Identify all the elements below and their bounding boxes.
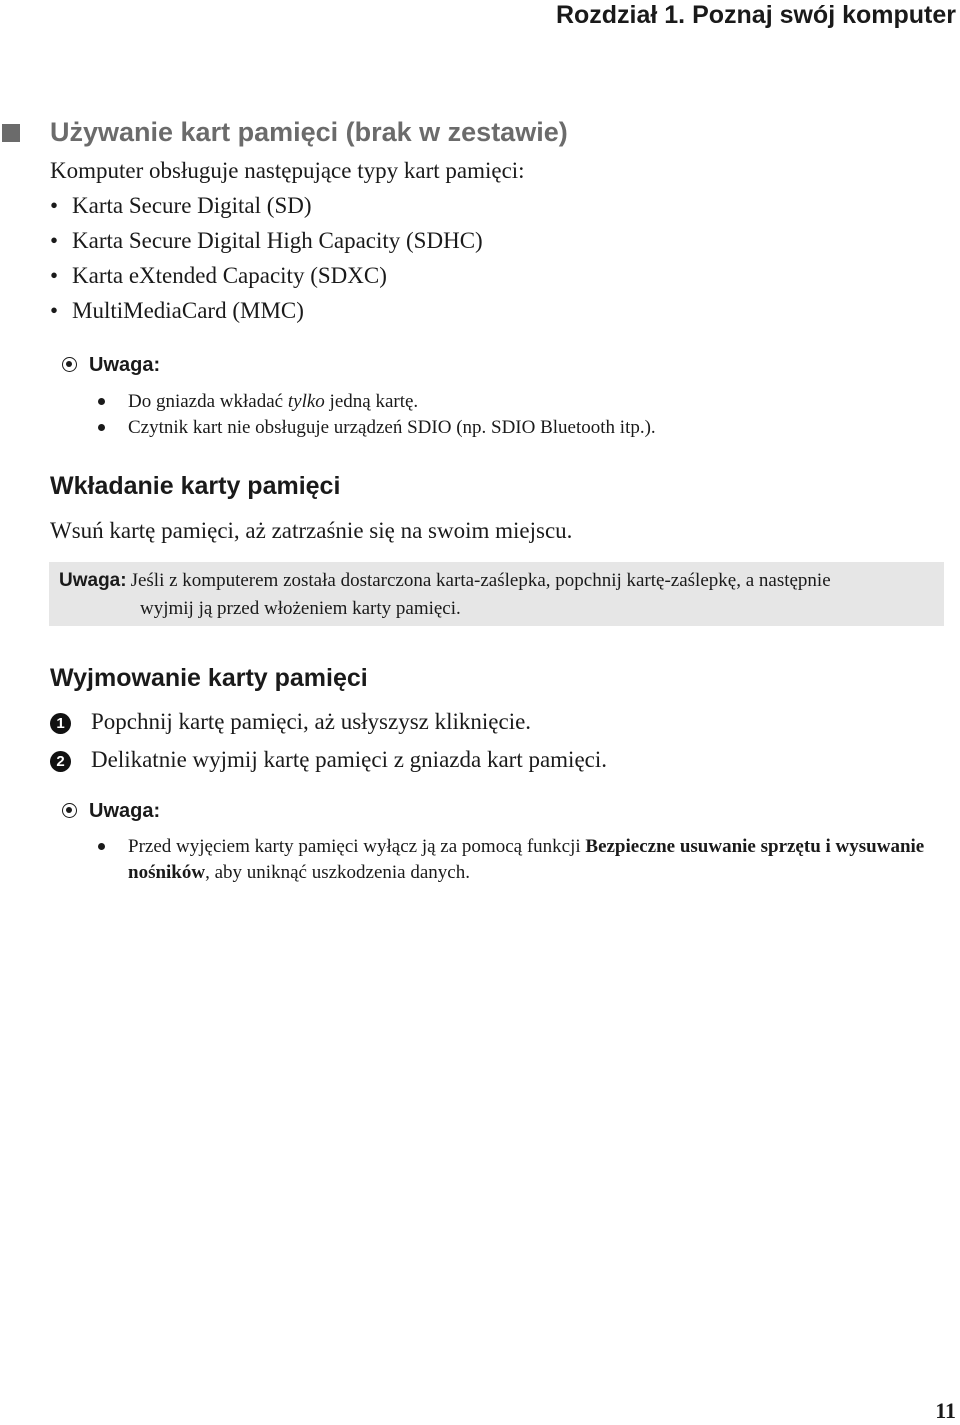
list-item bbox=[50, 296, 483, 331]
card-types-list bbox=[50, 191, 483, 331]
note-text: Jeśli z komputerem została dostarczona karta-zaślepka, popchnij kartę-zaślepkę, a następnie bbox=[130, 570, 831, 591]
note-text: jedną kartę. bbox=[324, 391, 419, 412]
note-label: Uwaga: bbox=[89, 800, 161, 822]
bullet-icon: • bbox=[50, 193, 59, 218]
bullet-icon: • bbox=[50, 228, 59, 253]
intro-text: Komputer obsługuje następujące typy kart pamięci: bbox=[50, 158, 525, 183]
note-list bbox=[96, 389, 656, 441]
note-icon bbox=[62, 357, 77, 372]
note-icon bbox=[62, 803, 77, 818]
list-item bbox=[50, 261, 483, 296]
note-text: Do gniazda wkładać bbox=[128, 391, 288, 412]
note-heading bbox=[62, 798, 160, 824]
note-label: Uwaga: bbox=[89, 354, 161, 376]
note-heading bbox=[62, 352, 160, 378]
card-type-label: Karta Secure Digital (SD) bbox=[72, 193, 312, 218]
list-item bbox=[96, 834, 930, 886]
list-item: Czytnik kart nie obsługuje urządzeń SDIO (np. SDIO Bluetooth itp.). bbox=[96, 415, 656, 441]
bullet-icon: • bbox=[50, 298, 59, 323]
bullet-icon: • bbox=[50, 263, 59, 288]
step-item bbox=[50, 706, 607, 744]
note-box bbox=[49, 562, 944, 626]
note-text: Przed wyjęciem karty pamięci wyłącz ją za pomocą funkcji bbox=[128, 836, 586, 857]
list-item bbox=[50, 191, 483, 226]
page-number: 11 bbox=[935, 1398, 956, 1423]
inserting-title: Wkładanie karty pamięci bbox=[50, 472, 341, 500]
chapter-header: Rozdział 1. Poznaj swój komputer bbox=[555, 1, 956, 29]
step-item bbox=[50, 744, 607, 782]
list-item bbox=[50, 226, 483, 261]
note-list bbox=[96, 834, 930, 886]
step-number-icon: 1 bbox=[50, 713, 71, 734]
section-title: Używanie kart pamięci (brak w zestawie) bbox=[50, 117, 568, 147]
removing-title: Wyjmowanie karty pamięci bbox=[50, 664, 368, 692]
step-text: Delikatnie wyjmij kartę pamięci z gniazda kart pamięci. bbox=[91, 747, 608, 772]
card-type-label: Karta eXtended Capacity (SDXC) bbox=[72, 263, 387, 288]
step-number-icon: 2 bbox=[50, 751, 71, 772]
list-item bbox=[96, 389, 656, 415]
note-bold-text: Bezpieczne usuwanie sprzętu i wysuwanie nośników bbox=[128, 836, 925, 883]
note-text: wyjmij ją przed włożeniem karty pamięci. bbox=[140, 598, 461, 619]
note-emphasis: tylko bbox=[287, 391, 325, 412]
steps-list bbox=[50, 706, 607, 782]
note-label: Uwaga: bbox=[59, 570, 127, 591]
card-type-label: Karta Secure Digital High Capacity (SDHC) bbox=[72, 228, 483, 253]
note-text: , aby uniknąć uszkodzenia danych. bbox=[205, 862, 470, 883]
step-text: Popchnij kartę pamięci, aż usłyszysz kliknięcie. bbox=[91, 709, 532, 734]
card-type-label: MultiMediaCard (MMC) bbox=[72, 298, 304, 323]
section-square-icon bbox=[2, 124, 20, 142]
inserting-body: Wsuń kartę pamięci, aż zatrzaśnie się na swoim miejscu. bbox=[50, 518, 573, 543]
